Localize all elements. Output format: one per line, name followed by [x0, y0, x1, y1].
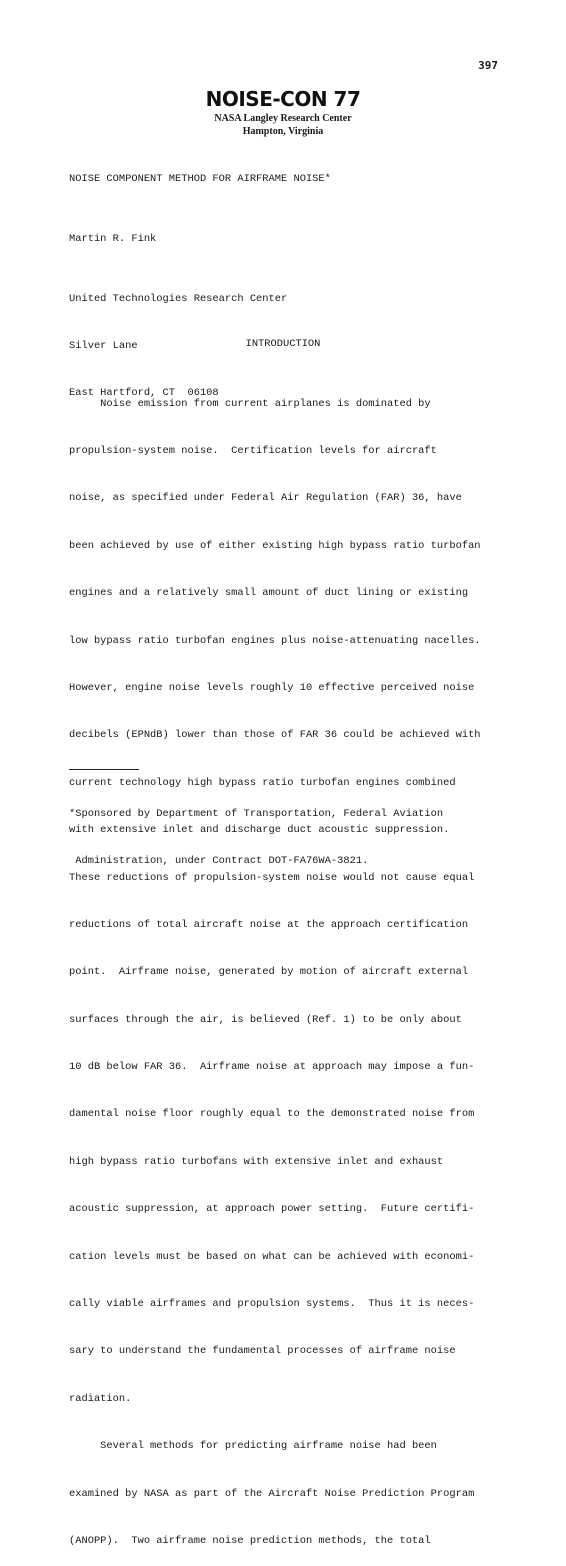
body-line: These reductions of propulsion-system noise would not cause equal	[69, 871, 475, 884]
footnote-rule	[69, 769, 139, 770]
body-line: acoustic suppression, at approach power setting. Future certifi-	[69, 1203, 475, 1216]
body-line: 10 dB below FAR 36. Airframe noise at approach may impose a fun-	[69, 1061, 475, 1074]
body-line: point. Airframe noise, generated by motion of aircraft external	[69, 966, 469, 979]
page-number: 397	[478, 59, 498, 72]
body-line: low bypass ratio turbofan engines plus noise-attenuating nacelles.	[69, 634, 481, 647]
body-line: Several methods for predicting airframe noise had been	[69, 1440, 437, 1453]
conference-location: Hampton, Virginia	[242, 126, 324, 137]
section-heading: INTRODUCTION	[245, 338, 321, 350]
body-line: propulsion-system noise. Certification levels for aircraft	[69, 444, 437, 457]
affiliation-line: East Hartford, CT 06108	[69, 387, 219, 400]
body-line: been achieved by use of either existing high bypass ratio turbofan	[69, 539, 481, 552]
body-line: cation levels must be based on what can be achieved with economi-	[69, 1250, 475, 1263]
conference-title: NOISE-CON 77	[205, 87, 361, 111]
body-line: (ANOPP). Two airframe noise prediction methods, the total	[69, 1534, 431, 1547]
body-line: reductions of total aircraft noise at the approach certification	[69, 918, 469, 931]
body-text	[69, 365, 481, 1566]
footnote-line: Administration, under Contract DOT-FA76WA-3821.	[69, 854, 369, 867]
body-line: sary to understand the fundamental processes of airframe noise	[69, 1345, 456, 1358]
body-line: current technology high bypass ratio turbofan engines combined	[69, 776, 456, 789]
footnote	[69, 775, 443, 886]
affiliation-line: Silver Lane	[69, 339, 138, 352]
body-line: engines and a relatively small amount of duct lining or existing	[69, 587, 469, 600]
body-line: surfaces through the air, is believed (Ref. 1) to be only about	[69, 1013, 462, 1026]
conference-header	[0, 86, 566, 138]
body-line: radiation.	[69, 1392, 132, 1405]
footnote-line: *Sponsored by Department of Transportation, Federal Aviation	[69, 807, 444, 820]
body-line: decibels (EPNdB) lower than those of FAR 36 could be achieved with	[69, 729, 481, 742]
body-line: examined by NASA as part of the Aircraft Noise Prediction Program	[69, 1487, 475, 1500]
body-line: However, engine noise levels roughly 10 effective perceived noise	[69, 681, 475, 694]
author-name: Martin R. Fink	[69, 233, 157, 245]
paper-title: NOISE COMPONENT METHOD FOR AIRFRAME NOISE*	[69, 173, 331, 185]
body-line: damental noise floor roughly equal to the demonstrated noise from	[69, 1108, 475, 1121]
conference-host: NASA Langley Research Center	[214, 113, 352, 124]
body-line: high bypass ratio turbofans with extensive inlet and exhaust	[69, 1155, 444, 1168]
body-line: cally viable airframes and propulsion systems. Thus it is neces-	[69, 1298, 475, 1311]
affiliation-line: United Technologies Research Center	[69, 292, 288, 305]
body-line: with extensive inlet and discharge duct acoustic suppression.	[69, 824, 450, 837]
body-line: noise, as specified under Federal Air Regulation (FAR) 36, have	[69, 492, 462, 505]
body-line: Noise emission from current airplanes is dominated by	[69, 397, 431, 410]
